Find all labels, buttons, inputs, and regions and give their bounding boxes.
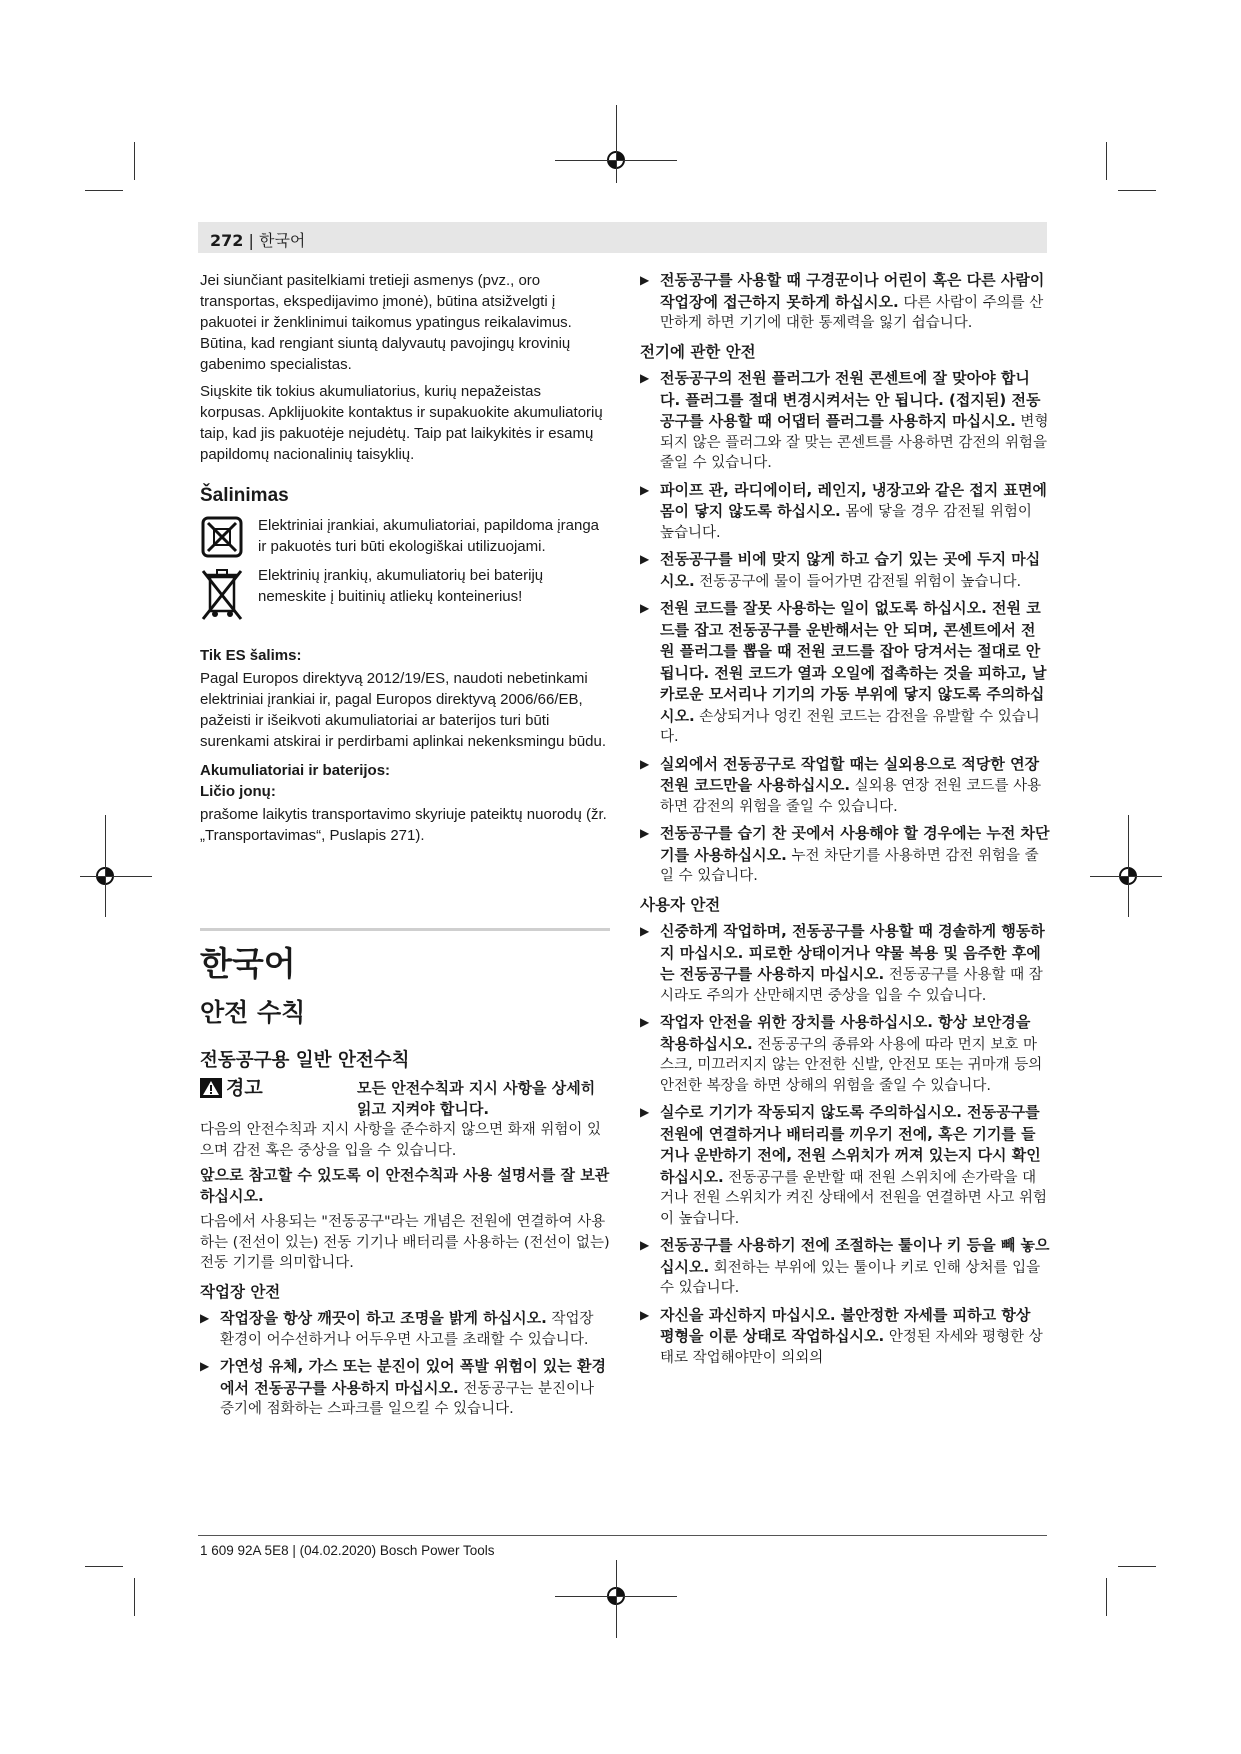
- battery-shipping-paragraph: Siųskite tik tokius akumuliatorius, kurių nepažeistas korpusas. Apklijuokite kontaktus ir supakuokite akumuliatorių taip, kad jis pakuotėje nejudėtų. Taip pat laikykitės ir esamų papildomų nacionalinių taisyklių.: [200, 383, 603, 463]
- batteries-heading: Akumuliatoriai ir baterijos:: [200, 762, 391, 779]
- page-header-bar: [198, 222, 1047, 253]
- header-separator: |: [248, 231, 254, 250]
- page-header: [210, 228, 305, 251]
- left-korean-block: [200, 1078, 610, 1426]
- crossed-bin-icon: [200, 565, 244, 625]
- crop-mark: [1118, 1566, 1156, 1567]
- language-heading: 한국어: [200, 944, 296, 983]
- page-footer: 1 609 92A 5E8 | (04.02.2020) Bosch Power Tools: [200, 1543, 495, 1558]
- disposal-heading: Šalinimas: [200, 485, 289, 506]
- list-item: ▶ 실외에서 전동공구로 작업할 때는 실외용으로 적당한 연장 전원 코드만을 사용하십시오. 실외용 연장 전원 코드를 사용하면 감전의 위험을 줄일 수 있습니다.: [640, 754, 1050, 818]
- electrical-safety-heading: 전기에 관한 안전: [640, 342, 756, 361]
- right-column: [640, 270, 1050, 1374]
- disposal-item-text: Elektriniai įrankiai, akumuliatoriai, papildoma įranga ir pakuotės turi būti ekologiškai utilizuojami.: [258, 517, 600, 555]
- crop-mark: [1118, 190, 1156, 191]
- crop-mark: [1090, 876, 1162, 877]
- page-number: 272: [210, 231, 244, 250]
- crop-mark: [616, 1560, 617, 1638]
- crop-mark: [616, 105, 617, 183]
- recycling-symbol-icon: [200, 515, 244, 559]
- crop-mark: [134, 1578, 135, 1616]
- warning-label: 경고: [200, 1078, 263, 1099]
- list-item: ▶ 전동공구를 사용할 때 구경꾼이나 어린이 혹은 다른 사람이 작업장에 접근하지 못하게 하십시오. 다른 사람이 주의를 산만하게 하면 기기에 대한 통제력을 잃기 쉽습니다.: [640, 270, 1050, 334]
- warning-bold-text: 모든 안전수칙과 지시 사항을 상세히 읽고 지켜야 합니다.: [357, 1079, 596, 1118]
- list-item: ▶ 실수로 기기가 작동되지 않도록 주의하십시오. 전동공구를 전원에 연결하거나 배터리를 끼우기 전에, 혹은 기기를 들거나 운반하기 전에, 전원 스위치가 꺼져 있는지 다시 확인하십시오. 전동공구를 운반할 때 전원 스위치에 손가락을 대거나 전원 스위치가 켜진 상태에서 전원을 연결하면 사고 위험이 높습니다.: [640, 1102, 1050, 1229]
- crop-mark: [1106, 142, 1107, 180]
- list-item: ▶ 작업장을 항상 깨끗이 하고 조명을 밝게 하십시오. 작업장 환경이 어수선하거나 어두우면 사고를 초래할 수 있습니다.: [200, 1308, 610, 1350]
- crop-mark: [85, 1566, 123, 1567]
- list-item: ▶ 작업자 안전을 위한 장치를 사용하십시오. 항상 보안경을 착용하십시오. 전동공구의 종류와 사용에 따라 먼지 보호 마스크, 미끄러지지 않는 안전한 신발, 안전모 또는 귀마개 등의 안전한 복장을 하면 상해의 위험을 줄일 수 있습니다.: [640, 1012, 1050, 1096]
- list-item: ▶ 전동공구를 사용하기 전에 조절하는 툴이나 키 등을 빼 놓으십시오. 회전하는 부위에 있는 툴이나 키로 인해 상처를 입을 수 있습니다.: [640, 1235, 1050, 1299]
- liion-heading: Ličio jonų:: [200, 783, 276, 800]
- crop-mark: [1128, 815, 1129, 917]
- crop-mark: [105, 815, 106, 917]
- safety-heading: 안전 수칙: [200, 998, 306, 1027]
- warning-block: [200, 1078, 610, 1120]
- list-item: ▶ 전동공구를 습기 찬 곳에서 사용해야 할 경우에는 누전 차단기를 사용하십시오. 누전 차단기를 사용하면 감전 위험을 줄일 수 있습니다.: [640, 823, 1050, 887]
- left-column: [200, 270, 610, 852]
- list-item: ▶ 전원 코드를 잘못 사용하는 일이 없도록 하십시오. 전원 코드를 잡고 전동공구를 운반해서는 안 되며, 콘센트에서 전원 플러그를 뽑을 때 전원 코드를 잡아 당겨서는 절대로 안 됩니다. 전원 코드가 열과 오일에 접촉하는 것을 피하고, 날카로운 모서리나 기기의 가동 부위에 닿지 않도록 주의하십시오. 손상되거나 엉킨 전원 코드는 감전을 유발할 수 있습니다.: [640, 598, 1050, 748]
- eu-paragraph: Pagal Europos direktyvą 2012/19/ES, naudoti nebetinkami elektriniai įrankiai ir, pagal Europos direktyvą 2006/66/EB, pažeisti ir išeikvoti akumuliatoriai ar baterijos turi būti surenkami atskirai ir perdirbami aplinkai nekenksmingu būdu.: [200, 670, 607, 750]
- definition-paragraph: 다음에서 사용되는 "전동공구"라는 개념은 전원에 연결하여 사용하는 (전선이 있는) 전동 기기나 배터리를 사용하는 (전선이 없는) 전동 기기를 의미합니다.: [200, 1214, 610, 1271]
- liion-paragraph: prašome laikytis transportavimo skyriuje pateiktų nuorodų (žr. „Transportavimas“, Puslapis 271).: [200, 806, 607, 844]
- work-area-heading: 작업장 안전: [200, 1282, 281, 1301]
- disposal-item-text: Elektrinių įrankių, akumuliatorių bei baterijų nemeskite į buitinių atliekų konteinerius!: [258, 567, 544, 605]
- keep-instructions: 앞으로 참고할 수 있도록 이 안전수칙과 사용 설명서를 잘 보관하십시오.: [200, 1166, 610, 1205]
- list-item: ▶ 가연성 유체, 가스 또는 분진이 있어 폭발 위험이 있는 환경에서 전동공구를 사용하지 마십시오. 전동공구는 분진이나 증기에 점화하는 스파크를 일으킬 수 있습니다.: [200, 1356, 610, 1420]
- warning-text: 다음의 안전수칙과 지시 사항을 준수하지 않으면 화재 위험이 있으며 감전 혹은 중상을 입을 수 있습니다.: [200, 1122, 602, 1159]
- crop-mark: [1106, 1578, 1107, 1616]
- general-safety-heading: 전동공구용 일반 안전수칙: [200, 1050, 410, 1071]
- personal-safety-heading: 사용자 안전: [640, 895, 721, 914]
- crop-mark: [555, 160, 677, 161]
- disposal-item: [200, 515, 610, 559]
- list-item: ▶ 전동공구의 전원 플러그가 전원 콘센트에 잘 맞아야 합니다. 플러그를 절대 변경시켜서는 안 됩니다. (접지된) 전동공구를 사용할 때 어댑터 플러그를 사용하지 마십시오. 변형되지 않은 플러그와 잘 맞는 콘센트를 사용하면 감전의 위험을 줄일 수 있습니다.: [640, 368, 1050, 474]
- disposal-item: [200, 565, 610, 625]
- crop-mark: [134, 142, 135, 180]
- crop-mark: [85, 190, 123, 191]
- header-language: 한국어: [258, 231, 306, 250]
- warning-triangle-icon: [200, 1078, 222, 1098]
- section-divider: [200, 928, 610, 931]
- crop-mark: [80, 876, 152, 877]
- eu-heading: Tik ES šalims:: [200, 647, 302, 664]
- list-item: ▶ 신중하게 작업하며, 전동공구를 사용할 때 경솔하게 행동하지 마십시오. 피로한 상태이거나 약물 복용 및 음주한 후에는 전동공구를 사용하지 마십시오. 전동공구를 사용할 때 잠시라도 주의가 산만해지면 중상을 입을 수 있습니다.: [640, 921, 1050, 1006]
- crop-mark: [555, 1596, 677, 1597]
- footer-rule: [198, 1535, 1047, 1536]
- list-item: ▶ 파이프 관, 라디에이터, 레인지, 냉장고와 같은 접지 표면에 몸이 닿지 않도록 하십시오. 몸에 닿을 경우 감전될 위험이 높습니다.: [640, 480, 1050, 544]
- transport-paragraph: Jei siunčiant pasitelkiami tretieji asmenys (pvz., oro transportas, ekspedijavimo įmonė), būtina atsižvelgti į pakuotei ir ženklinimui taikomus ypatingus reikalavimus. Būtina, kad rengiant siuntą dalyvautų pavojingų krovinių gabenimo specialistas.: [200, 272, 572, 373]
- list-item: ▶ 전동공구를 비에 맞지 않게 하고 습기 있는 곳에 두지 마십시오. 전동공구에 물이 들어가면 감전될 위험이 높습니다.: [640, 549, 1050, 592]
- list-item: ▶ 자신을 과신하지 마십시오. 불안정한 자세를 피하고 항상 평형을 이룬 상태로 작업하십시오. 안정된 자세와 평형한 상태로 작업해야만이 의외의: [640, 1305, 1050, 1369]
